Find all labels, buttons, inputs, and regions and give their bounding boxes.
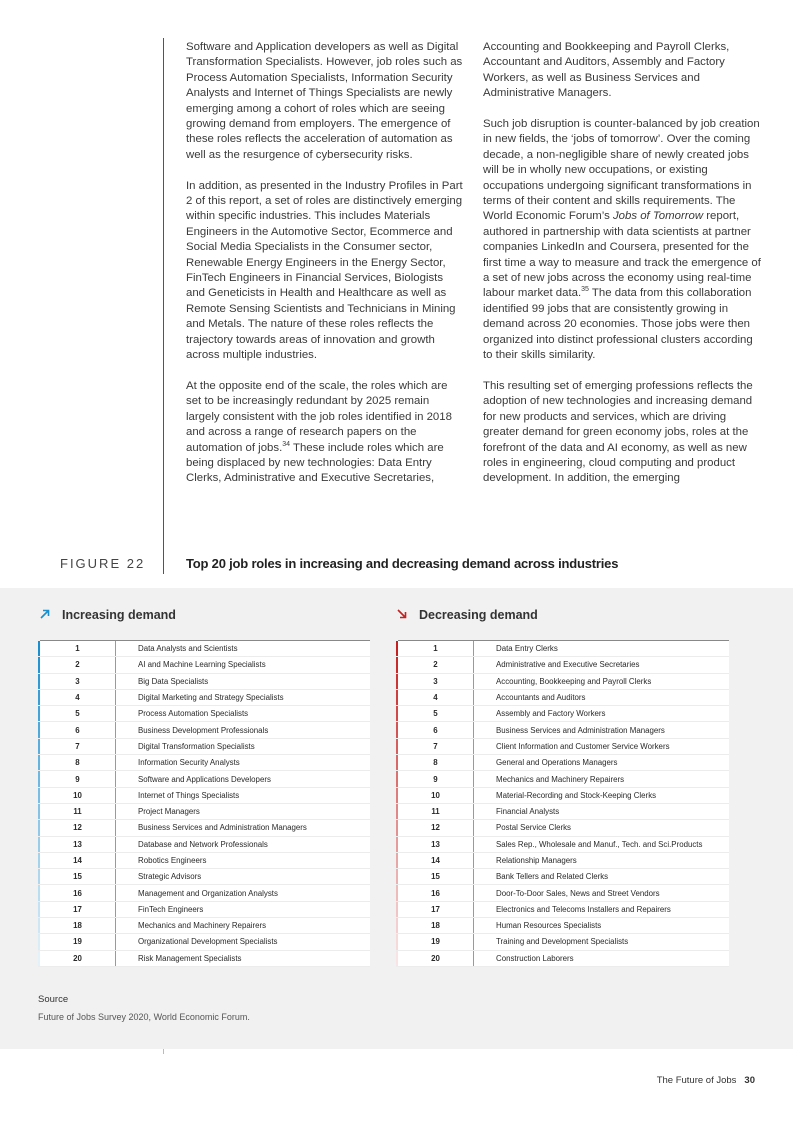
table-row: [38, 674, 370, 690]
role-cell: Administrative and Executive Secretaries: [496, 660, 640, 670]
table-row: [38, 706, 370, 722]
table-row: [396, 690, 729, 706]
table-row: [38, 804, 370, 820]
rank-color-bar: [38, 674, 40, 689]
jobs-of-tomorrow-title: Jobs of Tomorrow: [612, 210, 704, 223]
increasing-demand-rows: [38, 641, 370, 967]
role-cell: Management and Organization Analysts: [138, 888, 278, 898]
right-paragraph-2: [483, 117, 761, 364]
role-cell: Relationship Managers: [496, 856, 577, 865]
rank-cell: 8: [433, 758, 438, 768]
role-cell: Data Entry Clerks: [496, 644, 558, 654]
table-row: [38, 934, 370, 950]
table-row: [38, 853, 370, 869]
rank-cell: 17: [73, 904, 82, 914]
table-row: [38, 722, 370, 738]
rank-cell: 6: [75, 725, 80, 735]
right-paragraph-2-text-c: The data from this collaboration identified 99 jobs that are consistently growing in demand across 20 economies. Those jobs were then organized into distinct professional clusters according to their skills similarity.: [483, 287, 753, 362]
table-row: [38, 820, 370, 836]
page-footer: [657, 1075, 755, 1086]
rank-color-bar: [396, 755, 398, 770]
table-row: [396, 755, 729, 771]
role-cell: Material-Recording and Stock-Keeping Clerks: [496, 790, 657, 800]
rank-cell: 14: [431, 856, 440, 865]
table-row: [38, 837, 370, 853]
rank-cell: 15: [431, 872, 440, 882]
rank-cell: 15: [73, 872, 82, 882]
rank-color-bar: [396, 674, 398, 689]
table-row: [396, 771, 729, 787]
rank-cell: 19: [73, 937, 82, 947]
role-cell: Business Services and Administration Managers: [138, 823, 307, 833]
rank-color-bar: [38, 837, 40, 852]
role-cell: Electronics and Telecoms Installers and Repairers: [496, 904, 671, 914]
rank-color-bar: [396, 722, 398, 737]
table-row: [396, 869, 729, 885]
rank-color-bar: [396, 706, 398, 721]
rank-color-bar: [396, 657, 398, 672]
footnote-ref-35[interactable]: 35: [581, 286, 589, 294]
rank-color-bar: [396, 771, 398, 786]
rank-color-bar: [396, 739, 398, 754]
right-paragraph-2-text-a: Such job disruption is counter-balanced by job creation in new fields, the ‘jobs of tomorrow’. Over the coming decade, a non-negligible share of newly created jobs will be in wholly new occupations, or existing occupations undergoing significant transformations in terms of their content and skills requirements. The World Economic Forum’s: [483, 118, 760, 223]
rank-color-bar: [38, 951, 40, 966]
role-cell: Construction Laborers: [496, 953, 574, 963]
rank-cell: 20: [73, 953, 82, 963]
role-cell: Accountants and Auditors: [496, 693, 586, 703]
rank-cell: 7: [433, 741, 438, 751]
figure-title: Top 20 job roles in increasing and decreasing demand across industries: [186, 556, 619, 571]
table-row: [38, 951, 370, 967]
table-row: [38, 690, 370, 706]
role-cell: Postal Service Clerks: [496, 823, 571, 833]
role-cell: Digital Marketing and Strategy Specialists: [138, 693, 284, 703]
rank-cell: 9: [75, 774, 80, 784]
rank-cell: 12: [431, 823, 440, 833]
table-row: [38, 902, 370, 918]
role-cell: Mechanics and Machinery Repairers: [496, 774, 625, 784]
rank-color-bar: [396, 853, 398, 868]
role-cell: Sales Rep., Wholesale and Manuf., Tech. and Sci.Products: [496, 839, 703, 849]
rank-cell: 18: [73, 921, 82, 931]
rank-color-bar: [396, 869, 398, 884]
rank-cell: 11: [73, 807, 82, 817]
role-cell: Business Development Professionals: [138, 725, 269, 735]
role-cell: Mechanics and Machinery Repairers: [138, 921, 267, 931]
left-paragraph-3-text-b: These include roles which are being displaced by new technologies: Data Entry Clerks, Administrative and Executive Secretaries,: [186, 441, 444, 485]
table-row: [396, 706, 729, 722]
role-cell: Bank Tellers and Related Clerks: [496, 872, 609, 882]
rank-cell: 11: [431, 807, 440, 817]
source-heading: Source: [38, 994, 69, 1005]
rank-cell: 4: [75, 693, 80, 703]
increasing-demand-table: [38, 640, 370, 967]
rank-color-bar: [38, 934, 40, 949]
role-cell: Internet of Things Specialists: [138, 790, 240, 800]
role-cell: Financial Analysts: [496, 807, 560, 817]
table-row: [38, 771, 370, 787]
right-paragraph-2-text-b: report, authored in partnership with data scientists at partner companies LinkedIn and Coursera, presented for the first time a way to measure and track the emergence of a set of new jobs across the economy using real-time labour market data.: [483, 210, 761, 300]
rank-cell: 9: [433, 774, 438, 784]
rank-color-bar: [38, 885, 40, 900]
body-text-left-column: [186, 40, 464, 502]
role-cell: Door-To-Door Sales, News and Street Vendors: [496, 888, 660, 898]
rank-color-bar: [38, 771, 40, 786]
role-cell: Information Security Analysts: [138, 758, 240, 768]
increasing-demand-header: [40, 608, 176, 622]
role-cell: Data Analysts and Scientists: [138, 644, 238, 654]
figure-label: FIGURE 22: [60, 556, 146, 571]
role-cell: Digital Transformation Specialists: [138, 741, 255, 751]
rank-cell: 6: [433, 725, 438, 735]
rank-color-bar: [38, 853, 40, 868]
source-text: Future of Jobs Survey 2020, World Economic Forum.: [38, 1012, 250, 1022]
rank-color-bar: [396, 918, 398, 933]
table-row: [396, 902, 729, 918]
arrow-down-right-icon: [397, 608, 411, 622]
rank-cell: 8: [75, 758, 80, 768]
role-cell: Organizational Development Specialists: [138, 937, 278, 947]
table-row: [38, 918, 370, 934]
rank-color-bar: [38, 918, 40, 933]
rank-cell: 3: [433, 676, 438, 686]
table-row: [38, 641, 370, 657]
rank-color-bar: [38, 902, 40, 917]
rank-cell: 1: [75, 644, 80, 654]
role-cell: Robotics Engineers: [138, 856, 207, 865]
rank-cell: 5: [433, 709, 438, 719]
role-cell: AI and Machine Learning Specialists: [138, 660, 266, 670]
table-row: [396, 853, 729, 869]
rank-cell: 13: [431, 839, 440, 849]
report-title: The Future of Jobs: [656, 1075, 737, 1086]
rank-color-bar: [38, 788, 40, 803]
table-row: [396, 657, 729, 673]
rank-cell: 10: [73, 790, 82, 800]
rank-cell: 16: [73, 888, 82, 898]
rank-cell: 14: [73, 856, 82, 865]
role-cell: Project Managers: [138, 807, 200, 817]
table-row: [396, 820, 729, 836]
decreasing-demand-header: [397, 608, 538, 622]
role-cell: Assembly and Factory Workers: [496, 709, 606, 719]
table-row: [396, 739, 729, 755]
table-row: [396, 722, 729, 738]
role-cell: Risk Management Specialists: [138, 953, 242, 963]
page-number: 30: [744, 1075, 755, 1086]
rank-color-bar: [396, 804, 398, 819]
rank-color-bar: [396, 820, 398, 835]
role-cell: Business Services and Administration Managers: [496, 725, 665, 735]
role-cell: Database and Network Professionals: [138, 839, 268, 849]
rank-color-bar: [38, 820, 40, 835]
rank-cell: 7: [75, 741, 80, 751]
rank-color-bar: [38, 755, 40, 770]
table-row: [396, 885, 729, 901]
role-cell: Process Automation Specialists: [138, 709, 249, 719]
left-paragraph-3: [186, 379, 464, 487]
right-paragraph-1: Accounting and Bookkeeping and Payroll Clerks, Accountant and Auditors, Assembly and Factory Workers, as well as Business Services and Administrative Managers.: [483, 41, 730, 100]
rank-color-bar: [38, 657, 40, 672]
column-divider: [163, 38, 164, 574]
table-row: [396, 674, 729, 690]
role-cell: Training and Development Specialists: [496, 937, 629, 947]
rank-cell: 10: [431, 790, 440, 800]
rank-cell: 16: [431, 888, 440, 898]
rank-color-bar: [38, 869, 40, 884]
role-cell: Human Resources Specialists: [496, 921, 602, 931]
rank-cell: 1: [433, 644, 438, 654]
increasing-demand-title: Increasing demand: [62, 608, 176, 622]
table-row: [38, 869, 370, 885]
role-cell: Strategic Advisors: [138, 872, 202, 882]
table-row: [396, 837, 729, 853]
table-row: [396, 788, 729, 804]
rank-color-bar: [38, 739, 40, 754]
decreasing-demand-title: Decreasing demand: [419, 608, 538, 622]
role-cell: Accounting, Bookkeeping and Payroll Clerks: [496, 676, 652, 686]
left-paragraph-2: In addition, as presented in the Industry Profiles in Part 2 of this report, a set of roles are distinctively emerging within specific industries. This includes Materials Engineers in the Automotive Sector, Ecommerce and Social Media Specialists in the Consumer sector, Renewable Energy Engineers in the Energy Sector, FinTech Engineers in Financial Services, Biologists and Geneticists in Health and Healthcare as well as Remote Sensing Scientists and Technicians in Mining and Metals. The nature of these roles reflects the trajectory towards areas of innovation and growth across multiple industries.: [186, 179, 463, 362]
table-row: [38, 739, 370, 755]
rank-cell: 18: [431, 921, 440, 931]
table-row: [396, 804, 729, 820]
table-row: [38, 788, 370, 804]
rank-cell: 17: [431, 904, 440, 914]
decreasing-demand-rows: [396, 641, 729, 967]
rank-cell: 19: [431, 937, 440, 947]
body-text-right-column: [483, 40, 761, 502]
rank-color-bar: [396, 902, 398, 917]
rank-color-bar: [396, 788, 398, 803]
right-paragraph-3: This resulting set of emerging professions reflects the adoption of new technologies and increasing demand for new products and services, which are driving greater demand for green economy jobs, roles at the forefront of the data and AI economy, as well as new roles in engineering, cloud computing and product development. In addition, the emerging: [483, 379, 753, 485]
rank-color-bar: [396, 951, 398, 966]
table-row: [396, 918, 729, 934]
rank-cell: 20: [431, 953, 440, 963]
rank-cell: 2: [75, 660, 80, 670]
rank-color-bar: [38, 690, 40, 705]
role-cell: FinTech Engineers: [138, 904, 204, 914]
table-row: [396, 641, 729, 657]
rank-color-bar: [396, 837, 398, 852]
rank-cell: 5: [75, 709, 80, 719]
rank-cell: 4: [433, 693, 438, 703]
rank-color-bar: [396, 885, 398, 900]
role-cell: General and Operations Managers: [496, 758, 618, 768]
role-cell: Software and Applications Developers: [138, 774, 271, 784]
rank-color-bar: [396, 690, 398, 705]
rank-cell: 12: [73, 823, 82, 833]
decreasing-demand-table: [396, 640, 729, 967]
role-cell: Client Information and Customer Service Workers: [496, 741, 670, 751]
rank-color-bar: [396, 934, 398, 949]
table-row: [396, 951, 729, 967]
table-row: [38, 885, 370, 901]
left-paragraph-1: Software and Application developers as well as Digital Transformation Specialists. However, job roles such as Process Automation Specialists, Information Security Analysts and Internet of Things Specialists are newly emerging among a cohort of roles which are seeing growing demand from employers. The emergence of these roles reflects the acceleration of automation as well as the resurgence of cybersecurity risks.: [186, 41, 463, 161]
footnote-ref-34[interactable]: 34: [282, 440, 291, 448]
rank-color-bar: [38, 706, 40, 721]
rank-color-bar: [38, 722, 40, 737]
rank-cell: 3: [75, 676, 80, 686]
table-row: [38, 755, 370, 771]
table-row: [38, 657, 370, 673]
table-row: [396, 934, 729, 950]
left-paragraph-3-text-a: At the opposite end of the scale, the roles which are set to be increasingly redundant by 2025 remain largely consistent with the job roles identified in 2018 and across a range of research papers on the automation of jobs.: [186, 379, 452, 454]
rank-color-bar: [38, 804, 40, 819]
arrow-up-right-icon: [40, 608, 54, 622]
rank-cell: 2: [433, 660, 438, 670]
role-cell: Big Data Specialists: [138, 676, 209, 686]
rank-cell: 13: [73, 839, 82, 849]
